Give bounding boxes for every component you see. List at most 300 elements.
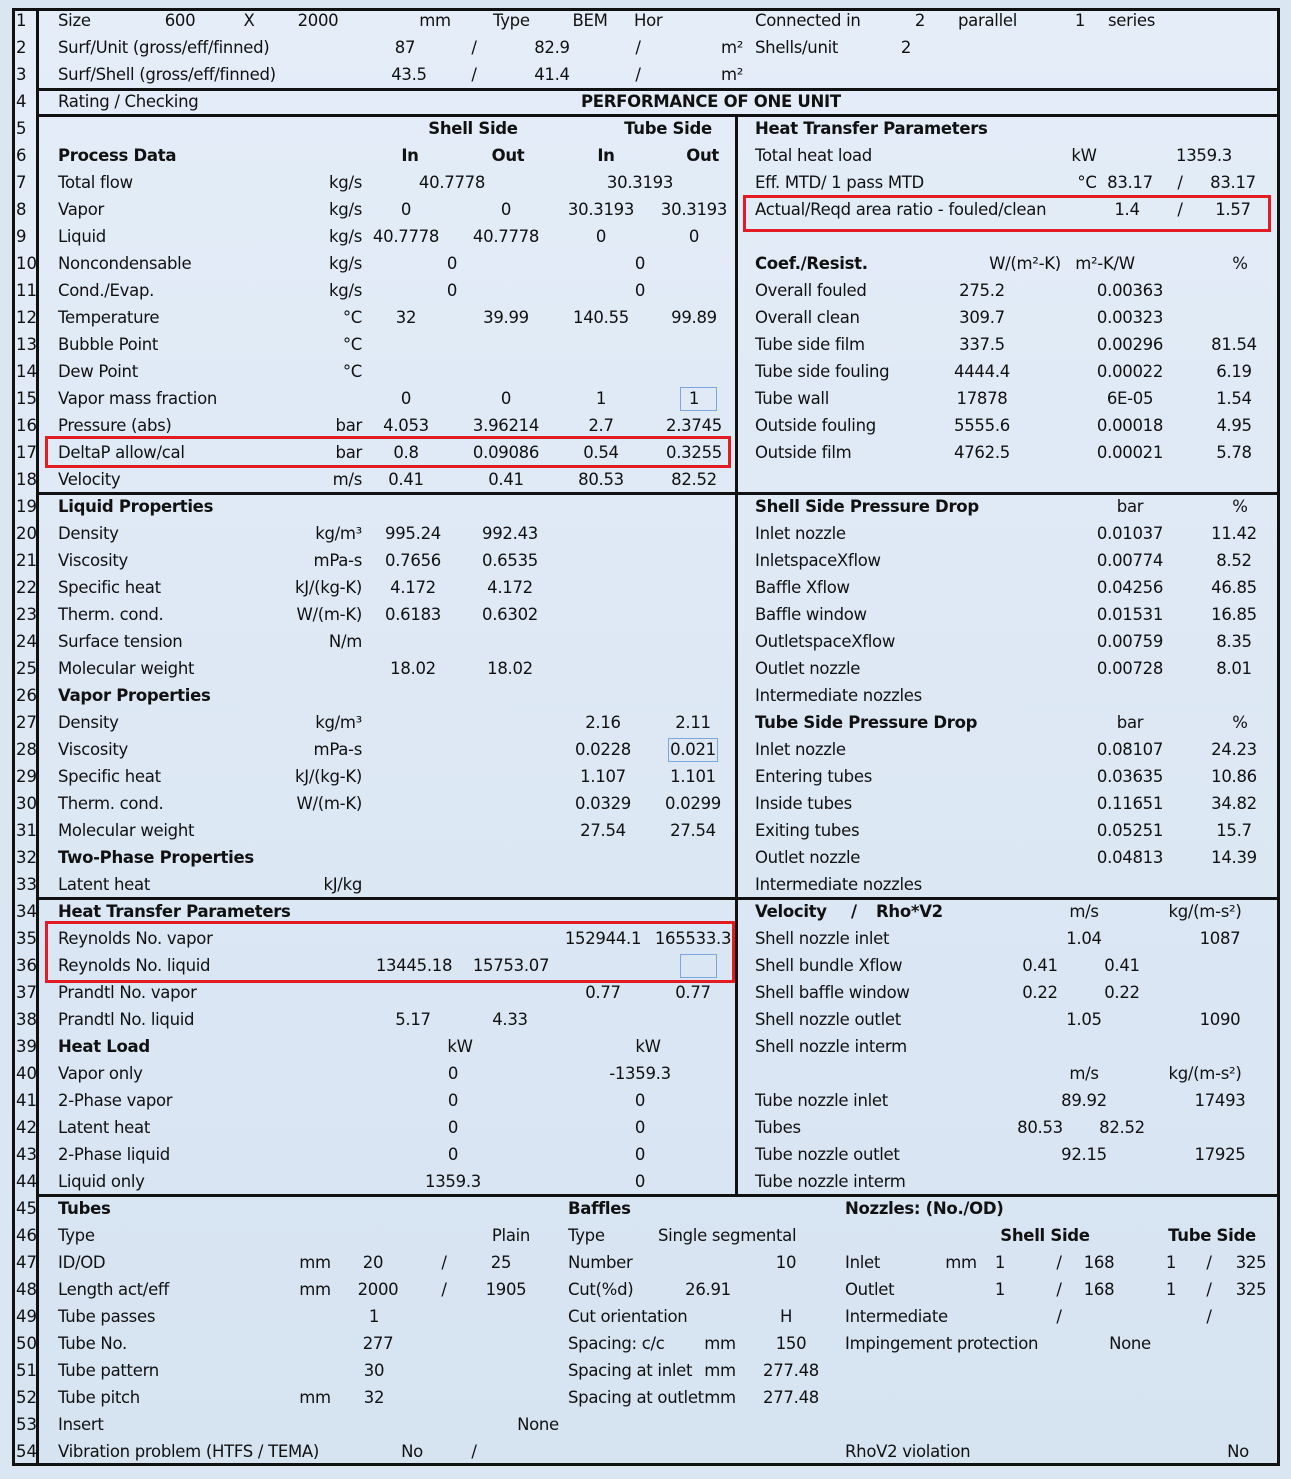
rho-value[interactable] xyxy=(1140,952,1291,979)
total-heat-unit[interactable]: kW xyxy=(1071,146,1097,165)
parallel-label: parallel xyxy=(958,11,1017,30)
heat-load-label: Vapor only xyxy=(58,1064,143,1083)
coef-unit[interactable]: W/(m²-K) xyxy=(989,254,1061,273)
tube-dp-pct-value[interactable]: 34.82 xyxy=(1211,794,1257,813)
velocity-unit[interactable]: m/s xyxy=(1069,1064,1099,1083)
slash[interactable]: / xyxy=(471,65,477,84)
slash[interactable]: / xyxy=(1206,1280,1212,1299)
liquid-prop-out[interactable]: 0.6535 xyxy=(482,551,538,570)
process-row-unit[interactable]: kg/s xyxy=(329,227,362,246)
coef-value[interactable]: 4762.5 xyxy=(954,443,1010,462)
velocity-unit[interactable]: m/s xyxy=(1069,902,1099,921)
vapor-prop-in[interactable]: 27.54 xyxy=(580,821,626,840)
rho-value[interactable]: 1087 xyxy=(1199,929,1241,948)
process-row-unit[interactable]: bar xyxy=(335,443,362,462)
res-value[interactable]: 0.00021 xyxy=(1096,443,1164,462)
slash[interactable]: / xyxy=(635,38,641,57)
coef-value[interactable]: 309.7 xyxy=(959,308,1005,327)
mtd-1pass[interactable]: 83.17 xyxy=(1210,173,1256,192)
process-value[interactable]: 0.3255 xyxy=(666,443,722,462)
liquid-prop-unit[interactable]: kg/m³ xyxy=(315,524,362,543)
series-label: series xyxy=(1108,11,1156,30)
heat-load-label: 2-Phase liquid xyxy=(58,1145,170,1164)
vapor-prop-in[interactable]: 0.0329 xyxy=(575,794,631,813)
vapor-prop-unit[interactable]: W/(m-K) xyxy=(296,794,362,813)
shell-dp-label: Baffle window xyxy=(755,605,867,624)
process-row-unit[interactable]: kg/s xyxy=(329,200,362,219)
shell-side-header[interactable]: Shell Side xyxy=(428,119,518,138)
slash[interactable]: / xyxy=(471,1442,477,1461)
process-value[interactable]: 2.3745 xyxy=(666,416,722,435)
process-row-label: Pressure (abs) xyxy=(58,416,172,435)
heat-load-tube[interactable]: 0 xyxy=(634,1172,646,1191)
baffle-outlet-unit[interactable]: mm xyxy=(704,1388,736,1407)
series-count[interactable]: 1 xyxy=(1074,11,1086,30)
process-value[interactable]: 40.7778 xyxy=(472,227,540,246)
tube-dp-bar[interactable]: 0.08107 xyxy=(1096,740,1164,759)
liquid-prop-in[interactable]: 18.02 xyxy=(390,659,436,678)
row-number: 31 xyxy=(16,821,37,840)
tube-dp-bar[interactable]: 0.04813 xyxy=(1096,848,1164,867)
mtd-eff[interactable]: 83.17 xyxy=(1107,173,1153,192)
pitch-unit[interactable]: mm xyxy=(299,1388,331,1407)
latent-heat-unit[interactable]: kJ/kg xyxy=(323,875,362,894)
heat-load-tube[interactable]: 0 xyxy=(634,1091,646,1110)
surf-unit-eff[interactable]: 82.9 xyxy=(534,38,570,57)
pct-value[interactable]: 5.78 xyxy=(1216,443,1252,462)
slash[interactable]: / xyxy=(1206,1307,1212,1326)
tube-side-header[interactable]: Tube Side xyxy=(624,119,712,138)
rho-value[interactable] xyxy=(1140,1033,1291,1060)
length-unit[interactable]: mm xyxy=(299,1280,331,1299)
process-value[interactable]: 140.55 xyxy=(573,308,629,327)
htp-left-title: Heat Transfer Parameters xyxy=(58,902,291,921)
nozzle-inlet-shell-no[interactable]: 1 xyxy=(994,1253,1006,1272)
slash[interactable]: / xyxy=(441,1280,447,1299)
pr-liquid-label: Prandtl No. liquid xyxy=(58,1010,195,1029)
process-value[interactable]: 4.053 xyxy=(383,416,429,435)
vapor-prop-unit[interactable]: mPa-s xyxy=(313,740,362,759)
rhov2-value[interactable]: No xyxy=(1227,1442,1249,1461)
res-value[interactable]: 0.00363 xyxy=(1096,281,1164,300)
tube-id[interactable]: 20 xyxy=(362,1253,384,1272)
tube-dp-unit[interactable]: bar xyxy=(1116,713,1144,732)
rho-value[interactable] xyxy=(1140,979,1291,1006)
slash[interactable]: / xyxy=(1056,1253,1062,1272)
shell-value[interactable]: 0 xyxy=(446,254,458,273)
surf-unit-label: Surf/Unit (gross/eff/finned) xyxy=(58,38,270,57)
heat-load-unit-tube[interactable]: kW xyxy=(635,1037,661,1056)
size-length[interactable]: 2000 xyxy=(297,11,339,30)
slash[interactable]: / xyxy=(1177,173,1183,192)
shell-dp-bar[interactable]: 0.04256 xyxy=(1096,578,1164,597)
process-row-label: Cond./Evap. xyxy=(58,281,155,300)
heat-load-tube[interactable]: -1359.3 xyxy=(609,1064,671,1083)
res-value[interactable]: 0.00323 xyxy=(1096,308,1164,327)
slash[interactable]: / xyxy=(1056,1280,1062,1299)
vapor-prop-in[interactable]: 2.16 xyxy=(585,713,621,732)
row-number: 48 xyxy=(16,1280,37,1299)
nozzle-outlet-tube-no[interactable]: 1 xyxy=(1165,1280,1177,1299)
surf-unit-gross[interactable]: 87 xyxy=(394,38,416,57)
heat-load-shell[interactable]: 0 xyxy=(447,1091,459,1110)
process-value[interactable]: 0.8 xyxy=(393,443,419,462)
tube-dp-bar[interactable]: 0.03635 xyxy=(1096,767,1164,786)
size-x[interactable]: X xyxy=(243,11,255,30)
baffle-cut[interactable]: 26.91 xyxy=(685,1280,731,1299)
liquid-prop-out[interactable] xyxy=(430,628,590,655)
vapor-prop-out[interactable]: 0.0299 xyxy=(665,794,721,813)
re-vapor-in[interactable]: 152944.1 xyxy=(564,929,642,948)
shell-dp-pct-value[interactable]: 8.35 xyxy=(1216,632,1252,651)
vibration-tema[interactable] xyxy=(440,1438,600,1465)
process-row-unit[interactable]: kg/s xyxy=(329,173,362,192)
pct-value[interactable]: 1.54 xyxy=(1216,389,1252,408)
velocity-a[interactable]: 0.41 xyxy=(1022,956,1058,975)
shell-dp-label: Outlet nozzle xyxy=(755,659,861,678)
process-value[interactable]: 80.53 xyxy=(578,470,624,489)
shell-dp-bar[interactable]: 0.01531 xyxy=(1096,605,1164,624)
heat-load-shell[interactable]: 0 xyxy=(447,1145,459,1164)
total-heat-label: Total heat load xyxy=(755,146,872,165)
slash[interactable]: / xyxy=(1056,1307,1062,1326)
passes-value[interactable]: 1 xyxy=(368,1307,380,1326)
process-value[interactable]: 1 xyxy=(688,389,700,408)
pr-vapor-out[interactable]: 0.77 xyxy=(675,983,711,1002)
process-value[interactable]: 82.52 xyxy=(671,470,717,489)
vapor-prop-out[interactable]: 2.11 xyxy=(675,713,711,732)
row-number: 33 xyxy=(16,875,37,894)
process-row-unit[interactable]: °C xyxy=(342,335,362,354)
pattern-value[interactable]: 30 xyxy=(363,1361,385,1380)
nozzle-tube-header[interactable]: Tube Side xyxy=(1168,1226,1256,1245)
heat-load-shell[interactable]: 0 xyxy=(447,1118,459,1137)
liquid-prop-in[interactable]: 995.24 xyxy=(385,524,441,543)
surf-shell-gross[interactable]: 43.5 xyxy=(391,65,427,84)
velocity-mid[interactable]: 89.92 xyxy=(1061,1091,1107,1110)
process-value[interactable]: 30.3193 xyxy=(660,200,728,219)
coef-title: Coef./Resist. xyxy=(755,254,868,273)
coef-value[interactable]: 337.5 xyxy=(959,335,1005,354)
slash[interactable]: / xyxy=(1206,1253,1212,1272)
rho-unit[interactable]: kg/(m-s²) xyxy=(1168,902,1242,921)
slash[interactable]: / xyxy=(1177,200,1183,219)
shell-dp-pct-value[interactable]: 8.52 xyxy=(1216,551,1252,570)
coef-value[interactable]: 5555.6 xyxy=(954,416,1010,435)
velocity-mid[interactable]: 1.04 xyxy=(1066,929,1102,948)
nozzle-outlet-tube-od[interactable]: 325 xyxy=(1235,1280,1267,1299)
insert-value[interactable]: None xyxy=(517,1415,559,1434)
process-value[interactable]: 0 xyxy=(500,200,512,219)
liquid-prop-in[interactable]: 0.7656 xyxy=(385,551,441,570)
tube-dp-label: Entering tubes xyxy=(755,767,872,786)
liquid-prop-out[interactable]: 18.02 xyxy=(487,659,533,678)
tube-no-value[interactable]: 277 xyxy=(362,1334,394,1353)
surf-shell-eff[interactable]: 41.4 xyxy=(534,65,570,84)
process-value[interactable]: 39.99 xyxy=(483,308,529,327)
liquid-prop-label: Viscosity xyxy=(58,551,128,570)
tube-value[interactable]: 30.3193 xyxy=(606,173,674,192)
tube-value[interactable]: 0 xyxy=(634,254,646,273)
coef-label: Outside film xyxy=(755,443,852,462)
process-value[interactable]: 0 xyxy=(595,227,607,246)
liquid-prop-label: Surface tension xyxy=(58,632,183,651)
velocity-mid[interactable]: 1.05 xyxy=(1066,1010,1102,1029)
selected-cell-vapor-fraction[interactable] xyxy=(680,387,717,411)
nozzle-inlet-tube-od[interactable]: 325 xyxy=(1235,1253,1267,1272)
heat-load-shell[interactable]: 0 xyxy=(447,1064,459,1083)
pct-unit[interactable]: % xyxy=(1232,254,1248,273)
area-fouled[interactable]: 1.4 xyxy=(1114,200,1140,219)
rho-value[interactable] xyxy=(1140,1114,1291,1141)
shell-dp-bar[interactable]: 0.00728 xyxy=(1096,659,1164,678)
performance-title[interactable]: PERFORMANCE OF ONE UNIT xyxy=(581,92,841,111)
shell-dp-unit[interactable]: bar xyxy=(1116,497,1144,516)
baffle-orient[interactable]: H xyxy=(779,1307,793,1326)
type-value[interactable]: BEM xyxy=(572,11,608,30)
row-number: 3 xyxy=(16,65,27,84)
liquid-prop-unit[interactable]: N/m xyxy=(328,632,362,651)
process-row-unit[interactable]: kg/s xyxy=(329,254,362,273)
shell-dp-bar[interactable]: 0.00774 xyxy=(1096,551,1164,570)
baffle-type-label: Type xyxy=(568,1226,605,1245)
baffle-number-label: Number xyxy=(568,1253,633,1272)
process-value[interactable]: 0 xyxy=(400,200,412,219)
rho-value[interactable]: 1090 xyxy=(1199,1010,1241,1029)
liquid-prop-unit[interactable]: W/(m-K) xyxy=(296,605,362,624)
vapor-prop-out[interactable]: 27.54 xyxy=(670,821,716,840)
liquid-prop-out[interactable]: 0.6302 xyxy=(482,605,538,624)
process-value[interactable]: 0 xyxy=(688,227,700,246)
process-value[interactable]: 0.09086 xyxy=(472,443,540,462)
liquid-prop-out[interactable]: 992.43 xyxy=(482,524,538,543)
tube-type-value[interactable]: Plain xyxy=(491,1226,531,1245)
process-value[interactable]: 0 xyxy=(500,389,512,408)
res-value[interactable]: 0.00022 xyxy=(1096,362,1164,381)
tube-dp-pct-value[interactable] xyxy=(1154,871,1291,898)
process-row-unit[interactable]: m/s xyxy=(332,470,362,489)
tube-dp-bar[interactable]: 0.05251 xyxy=(1096,821,1164,840)
row-number: 28 xyxy=(16,740,37,759)
nozzle-inlet-shell-od[interactable]: 168 xyxy=(1083,1253,1115,1272)
vapor-prop-unit[interactable] xyxy=(202,817,362,844)
baffle-spacing-unit[interactable]: mm xyxy=(704,1334,736,1353)
vapor-prop-out[interactable]: 1.101 xyxy=(670,767,716,786)
shell-in-header[interactable]: In xyxy=(401,146,419,165)
baffle-number[interactable]: 10 xyxy=(775,1253,797,1272)
baffles-title: Baffles xyxy=(568,1199,631,1218)
process-value[interactable]: 0.41 xyxy=(388,470,424,489)
impingement-value[interactable]: None xyxy=(1109,1334,1151,1353)
shell-out-header[interactable]: Out xyxy=(491,146,525,165)
m2-unit[interactable]: m² xyxy=(720,38,744,57)
tube-dp-pct[interactable]: % xyxy=(1232,713,1248,732)
vapor-prop-in[interactable]: 0.0228 xyxy=(575,740,631,759)
res-value[interactable]: 0.00296 xyxy=(1096,335,1164,354)
velocity-label: Tube nozzle interm xyxy=(755,1172,906,1191)
coef-value[interactable]: 4444.4 xyxy=(954,362,1010,381)
pct-value[interactable] xyxy=(1154,304,1291,331)
size-width[interactable]: 600 xyxy=(164,11,196,30)
process-value[interactable]: 1 xyxy=(595,389,607,408)
liquid-prop-out[interactable]: 4.172 xyxy=(487,578,533,597)
slash[interactable]: / xyxy=(635,65,641,84)
process-row-unit[interactable]: bar xyxy=(335,416,362,435)
liquid-prop-label: Molecular weight xyxy=(58,659,195,678)
liquid-prop-unit[interactable]: mPa-s xyxy=(313,551,362,570)
res-value[interactable]: 0.00018 xyxy=(1096,416,1164,435)
process-value[interactable]: 32 xyxy=(395,308,417,327)
process-value[interactable] xyxy=(614,331,774,358)
vapor-prop-unit[interactable]: kg/m³ xyxy=(315,713,362,732)
velocity-a[interactable]: 80.53 xyxy=(1017,1118,1063,1137)
tube-in-header[interactable]: In xyxy=(597,146,615,165)
nozzle-unit[interactable]: mm xyxy=(945,1253,977,1272)
selected-cell-reynolds-empty[interactable] xyxy=(680,954,717,978)
vapor-prop-label: Therm. cond. xyxy=(58,794,164,813)
pr-liquid-in[interactable]: 5.17 xyxy=(395,1010,431,1029)
process-row-unit[interactable]: °C xyxy=(342,362,362,381)
length-eff[interactable]: 1905 xyxy=(485,1280,527,1299)
selected-cell-vapor-viscosity[interactable] xyxy=(668,738,718,762)
pr-liquid-out[interactable]: 4.33 xyxy=(492,1010,528,1029)
total-heat-value[interactable]: 1359.3 xyxy=(1176,146,1232,165)
row-number: 16 xyxy=(16,416,37,435)
velocity-b[interactable]: 0.22 xyxy=(1104,983,1140,1002)
baffle-inlet[interactable]: 277.48 xyxy=(763,1361,819,1380)
vapor-prop-unit[interactable]: kJ/(kg-K) xyxy=(295,767,362,786)
heat-load-tube[interactable]: 0 xyxy=(634,1118,646,1137)
row-number: 47 xyxy=(16,1253,37,1272)
pattern-label: Tube pattern xyxy=(58,1361,159,1380)
shell-dp-bar[interactable]: 0.01037 xyxy=(1096,524,1164,543)
shell-dp-pct-value[interactable]: 16.85 xyxy=(1211,605,1257,624)
tube-dp-pct-value[interactable]: 14.39 xyxy=(1211,848,1257,867)
m2-unit[interactable]: m² xyxy=(720,65,744,84)
nozzle-inlet-tube-no[interactable]: 1 xyxy=(1165,1253,1177,1272)
re-liquid-out[interactable]: 15753.07 xyxy=(472,956,550,975)
shell-dp-pct-value[interactable]: 8.01 xyxy=(1216,659,1252,678)
re-liquid-in[interactable]: 13445.18 xyxy=(375,956,453,975)
pitch-value[interactable]: 32 xyxy=(363,1388,385,1407)
pct-value[interactable] xyxy=(1154,277,1291,304)
velocity-b[interactable]: 82.52 xyxy=(1099,1118,1145,1137)
process-value[interactable]: 30.3193 xyxy=(567,200,635,219)
coef-value[interactable]: 275.2 xyxy=(959,281,1005,300)
highlight-reynolds xyxy=(45,921,735,983)
tube-no-label: Tube No. xyxy=(58,1334,127,1353)
process-row-unit[interactable]: °C xyxy=(342,308,362,327)
process-value[interactable]: 0.41 xyxy=(488,470,524,489)
length-act[interactable]: 2000 xyxy=(357,1280,399,1299)
process-value[interactable]: 40.7778 xyxy=(372,227,440,246)
process-value[interactable]: 3.96214 xyxy=(472,416,540,435)
vapor-prop-in[interactable]: 1.107 xyxy=(580,767,626,786)
pr-vapor-in[interactable]: 0.77 xyxy=(585,983,621,1002)
baffle-inlet-unit[interactable]: mm xyxy=(704,1361,736,1380)
idod-unit[interactable]: mm xyxy=(299,1253,331,1272)
heat-load-unit-shell[interactable]: kW xyxy=(447,1037,473,1056)
tube-dp-bar[interactable]: 0.11651 xyxy=(1096,794,1164,813)
vibration-htfs[interactable]: No xyxy=(401,1442,423,1461)
slash[interactable]: / xyxy=(471,38,477,57)
pct-value[interactable]: 4.95 xyxy=(1216,416,1252,435)
row-number: 20 xyxy=(16,524,37,543)
shell-dp-pct[interactable]: % xyxy=(1232,497,1248,516)
baffle-outlet[interactable]: 277.48 xyxy=(763,1388,819,1407)
res-value[interactable]: 6E-05 xyxy=(1106,389,1154,408)
shell-dp-pct-value[interactable]: 46.85 xyxy=(1211,578,1257,597)
process-value[interactable] xyxy=(614,358,774,385)
process-value[interactable]: 0.54 xyxy=(583,443,619,462)
rho-value[interactable] xyxy=(1140,1168,1291,1195)
vapor-prop-out[interactable]: 0.021 xyxy=(670,740,716,759)
velocity-b[interactable]: 0.41 xyxy=(1104,956,1140,975)
nozzle-inlet-label: Inlet xyxy=(845,1253,881,1272)
velocity-a[interactable]: 0.22 xyxy=(1022,983,1058,1002)
vapor-props-title: Vapor Properties xyxy=(58,686,211,705)
nozzle-shell-header[interactable]: Shell Side xyxy=(1000,1226,1090,1245)
liquid-prop-in[interactable]: 0.6183 xyxy=(385,605,441,624)
shell-dp-pct-value[interactable]: 11.42 xyxy=(1211,524,1257,543)
pct-value[interactable]: 81.54 xyxy=(1211,335,1257,354)
tube-od[interactable]: 25 xyxy=(490,1253,512,1272)
row-number: 40 xyxy=(16,1064,37,1083)
coef-value[interactable]: 17878 xyxy=(956,389,1008,408)
nozzle-outlet-shell-no[interactable]: 1 xyxy=(994,1280,1006,1299)
tube-dp-pct-value[interactable]: 10.86 xyxy=(1211,767,1257,786)
row-number: 49 xyxy=(16,1307,37,1326)
liquid-prop-in[interactable]: 4.172 xyxy=(390,578,436,597)
tube-value[interactable]: 0 xyxy=(634,281,646,300)
process-value[interactable]: 2.7 xyxy=(588,416,614,435)
heat-load-shell[interactable]: 1359.3 xyxy=(425,1172,481,1191)
rho-value[interactable]: 17493 xyxy=(1194,1091,1246,1110)
shell-dp-pct-value[interactable] xyxy=(1154,682,1291,709)
highlight-area-ratio xyxy=(743,195,1271,232)
tube-dp-label: Outlet nozzle xyxy=(755,848,861,867)
process-row-unit[interactable]: kg/s xyxy=(329,281,362,300)
shells-value[interactable]: 2 xyxy=(900,38,912,57)
parallel-count[interactable]: 2 xyxy=(914,11,926,30)
htp-right-title: Heat Transfer Parameters xyxy=(755,119,988,138)
slash[interactable]: / xyxy=(441,1253,447,1272)
process-value[interactable]: 0 xyxy=(400,389,412,408)
size-unit[interactable]: mm xyxy=(419,11,451,30)
process-value[interactable]: 99.89 xyxy=(671,308,717,327)
heat-load-tube[interactable]: 0 xyxy=(634,1145,646,1164)
res-unit[interactable]: m²-K/W xyxy=(1075,254,1135,273)
re-vapor-out[interactable]: 165533.3 xyxy=(654,929,732,948)
tube-out-header: Out xyxy=(686,146,719,165)
area-clean[interactable]: 1.57 xyxy=(1215,200,1251,219)
liquid-prop-unit[interactable]: kJ/(kg-K) xyxy=(295,578,362,597)
pct-value[interactable]: 6.19 xyxy=(1216,362,1252,381)
baffle-spacing[interactable]: 150 xyxy=(775,1334,807,1353)
mtd-unit[interactable]: °C xyxy=(1077,173,1097,192)
shell-value[interactable]: 40.7778 xyxy=(418,173,486,192)
tube-dp-pct-value[interactable]: 15.7 xyxy=(1216,821,1252,840)
shell-value[interactable]: 0 xyxy=(446,281,458,300)
rho-value[interactable]: 17925 xyxy=(1194,1145,1246,1164)
tube-dp-pct-value[interactable]: 24.23 xyxy=(1211,740,1257,759)
rho-unit[interactable]: kg/(m-s²) xyxy=(1168,1064,1242,1083)
shell-dp-bar[interactable]: 0.00759 xyxy=(1096,632,1164,651)
two-phase-title: Two-Phase Properties xyxy=(58,848,254,867)
nozzle-outlet-shell-od[interactable]: 168 xyxy=(1083,1280,1115,1299)
velocity-mid[interactable]: 92.15 xyxy=(1061,1145,1107,1164)
row-number: 7 xyxy=(16,173,27,192)
